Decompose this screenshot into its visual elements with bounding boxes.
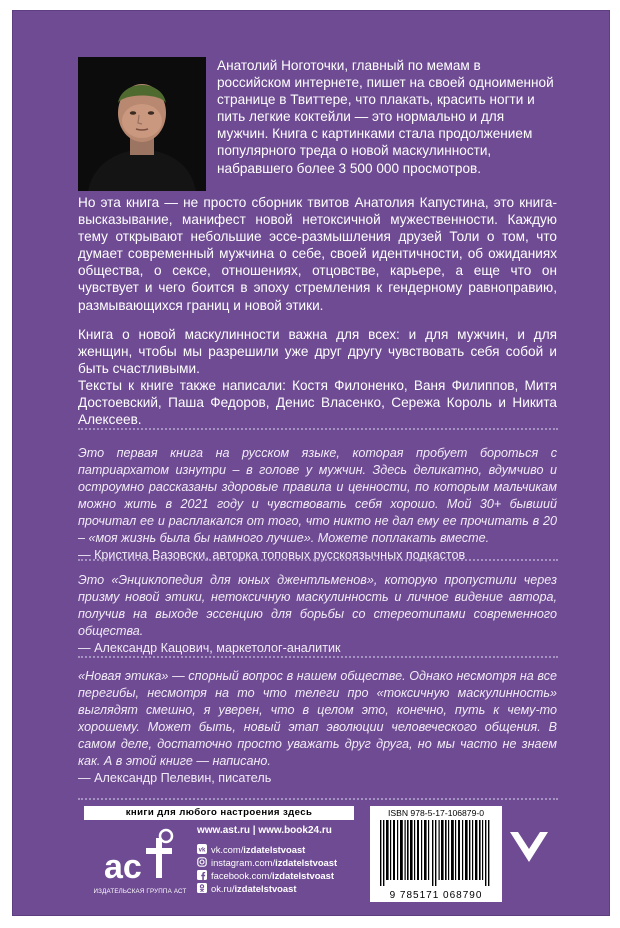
author-photo [78,57,206,191]
contributors-text: Тексты к книге также написали: Костя Филоненко, Ваня Филиппов, Митя Достоевский, Паша Федоров, Денис Власенко, Сережа Король и Никита Алексеев. [78,378,557,428]
website-links[interactable]: www.ast.ru | www.book24.ru [197,825,332,836]
svg-text:vk: vk [198,847,206,854]
publisher-name: ИЗДАТЕЛЬСКАЯ ГРУППА АСТ [93,888,187,895]
social-link-ok[interactable]: ok.ru/ izdatelstvoast [197,882,337,894]
social-link-vk[interactable]: vk vk.com/ izdatelstvoast [198,843,306,855]
barcode-bars [376,820,496,886]
ast-logo-letters: ac [104,848,142,886]
review-quote-2 [78,572,557,657]
tagline-banner: книги для любого настроения здесь [84,806,354,820]
intro-paragraph: Анатолий Ноготочки, главный по мемам в российском интернете, пишет на своей одноименной странице в Твиттере, что плакать, красить ногти и пить легкие коктейли — это нормально и для мужчин. Книга с картинками стала продолжением популярного треда о новой маскулинности, набравшего более 3 500 000 просмотров. [217,58,554,176]
separator-1 [78,428,558,430]
separator-2 [78,559,558,561]
instagram-icon [197,857,207,867]
review-quote-3 [78,668,557,787]
social-links [197,843,337,895]
second-paragraph [78,326,557,429]
quote-author: — Кристина Вазовски, авторка топовых русскоязычных подкастов [78,548,466,562]
quote-text: Это «Энциклопедия для юных джентльменов», которую пропустили через призму новой этики, нетоксичную маскулинность и личное видение автора, получив на выходе эссенцию для борьбы со стереотипами современного общества. [78,573,557,638]
quote-text: «Новая этика» — спорный вопрос в нашем обществе. Однако несмотря на все перегибы, несмотря на то что телеги про «токсичную маскулинность» выглядят смешно, я уверен, что в целом это, конечно, путь к чему-то хорошему. Может быть, новый этап эволюции человеческого общения. В самом деле, достаточно просто уважать друг друга, но мы часто не знаем как. А в этой книге — написано. [78,669,557,768]
quote-author: — Александр Пелевин, писатель [78,771,272,785]
ast-logo [100,828,180,888]
barcode-number: 9 785171 068790 [389,890,483,901]
main-paragraph: Но эта книга — не просто сборник твитов Анатолия Капустина, это книга-высказывание, манифест новой нетоксичной мужественности. Каждую тему открывают небольшие эссе-размышления друзей Толи о том, что думает современный мужчина о себе, своей идентичности, об ожиданиях общества, о сексе, отношениях, отцовстве, карьере, а еще что он чувствует и чего боится в эпоху стремления к гендерному равноправию, размывающихся границ и новой этики. [78,195,557,313]
back-cover [12,10,610,916]
quote-text: Это первая книга на русском языке, которая пробует бороться с патриархатом изнутри – в голове у мужчин. Здесь деликатно, вдумчиво и остроумно рассказаны здоровые правила и ценности, по которым мальчикам можно жить в 2021 году и чувствовать себя хорошо. Мой 30+ бывший прочитал ее и расплакался от того, что никто не дал ему ее прочитать в 20 – «моя жизнь была бы намного лучше». Можете поплакать вместе. [78,446,557,545]
vk-icon [197,844,207,854]
social-link-instagram[interactable]: instagram.com/ izdatelstvoast [197,856,337,868]
review-quote-1 [78,445,557,564]
importance-text: Книга о новой маскулинности важна для всех: и для мужчин, и для женщин, чтобы мы разрешили уже друг другу чувствовать себя собой и быть счастливыми. [78,327,557,377]
v-imprint-logo [508,830,550,864]
facebook-icon [197,870,207,880]
odnoklassniki-icon [197,883,207,893]
separator-4 [78,798,558,800]
isbn-text: ISBN 978-5-17-106879-0 [387,808,485,818]
social-link-facebook[interactable]: facebook.com/ izdatelstvoast [197,869,337,881]
isbn-barcode [370,806,502,902]
quote-author: — Александр Кацович, маркетолог-аналитик [78,641,341,655]
separator-3 [78,656,558,658]
